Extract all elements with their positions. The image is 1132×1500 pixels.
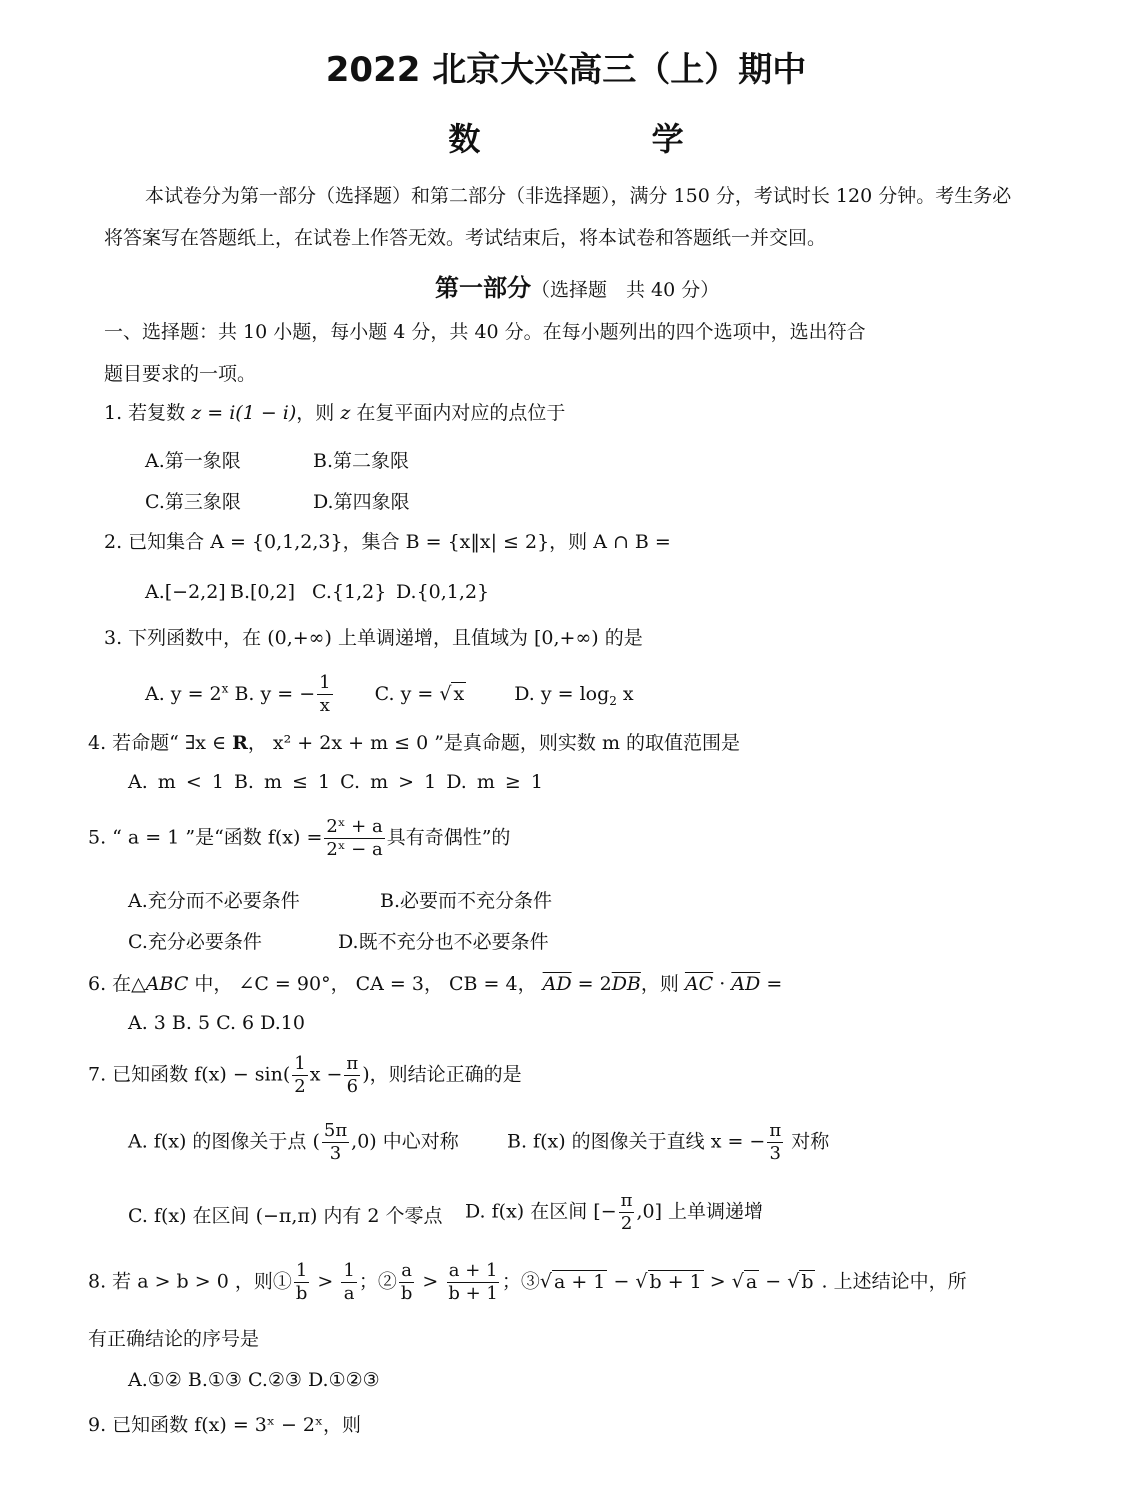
q8-options: A.①② B.①③ C.②③ D.①②③: [128, 1369, 380, 1391]
q3-option-d: D. $y = \log_2 x$: [514, 682, 634, 708]
question-1-stem: [104, 401, 565, 425]
q1-text-e: 在复平面内对应的点位于: [350, 402, 566, 424]
question-4-stem: 4. 若命题“ ∃x ∈ R， x² + 2x + m ≤ 0 ”是真命题，则实数 m 的取值范围是: [88, 732, 741, 754]
q1-var-z: z: [340, 402, 351, 424]
q2-option-a: A.[−2,2]: [145, 581, 226, 603]
question-3-stem: 3. 下列函数中，在 (0,+∞) 上单调递增，且值域为 [0,+∞) 的是: [104, 627, 643, 649]
question-6-stem: 6. 在△ABC 中， ∠C = 90°， CA = 3， CB = 4， $\overline{AD} = 2\overline{DB}$，则 $\overline{AC} \cdot \overline{AD}$ =: [88, 973, 783, 995]
q5-option-d: D.既不充分也不必要条件: [338, 931, 549, 953]
q3-option-a: A. $y = 2^x$: [145, 681, 229, 705]
part1-instruction-2: 题目要求的一项。: [104, 363, 257, 385]
q2-option-d: D.{0,1,2}: [396, 581, 490, 603]
part1-heading: 第一部分: [435, 274, 531, 302]
part1-heading-row: [435, 268, 719, 303]
part1-subheading: （选择题 共 40 分）: [531, 279, 720, 301]
q1-expr: z = i(1 − i): [191, 402, 297, 424]
q7-option-a: A. f(x) 的图像关于点 ( $\frac{5\pi}{3}$ ,0) 中心对称: [128, 1120, 459, 1164]
q7-option-b: B. f(x) 的图像关于直线 x = − $\frac{\pi}{3}$ 对称: [507, 1120, 830, 1164]
q1-option-c: C.第三象限: [145, 491, 241, 513]
question-2-stem: 2. 已知集合 A = {0,1,2,3}，集合 B = {x‖x| ≤ 2}，则 A ∩ B =: [104, 531, 671, 553]
q5-option-a: A.充分而不必要条件: [128, 890, 300, 912]
q3-option-b: B. y = − $\frac{1}{x}$: [228, 672, 331, 716]
part1-instruction-1: 一、选择题：共 10 小题，每小题 4 分，共 40 分。在每小题列出的四个选项中，选出符合: [104, 321, 866, 343]
intro-line-1: 本试卷分为第一部分（选择题）和第二部分（非选择题），满分 150 分，考试时长 120 分钟。考生务必: [145, 185, 1012, 207]
q1-option-b: B.第二象限: [313, 450, 410, 472]
question-7-stem: 7. 已知函数 f(x) − sin( $\frac{1}{2}$ x − $\frac{\pi}{6}$ )，则结论正确的是: [88, 1053, 522, 1097]
q1-text-a: 1. 若复数: [104, 402, 192, 424]
q3-option-c: C. y = √ x: [374, 682, 465, 705]
q2-option-b: B.[0,2]: [230, 581, 296, 603]
intro-line-2: 将答案写在答题纸上，在试卷上作答无效。考试结束后，将本试卷和答题纸一并交回。: [104, 227, 827, 249]
q7-option-c: C. f(x) 在区间 (−π,π) 内有 2 个零点: [128, 1205, 443, 1227]
q4-options: A. m < 1 B. m ≤ 1 C. m > 1 D. m ≥ 1: [128, 771, 543, 793]
q7-option-d: D. f(x) 在区间 [− $\frac{\pi}{2}$ ,0] 上单调递增: [465, 1190, 764, 1234]
q1-text-c: ，则: [296, 402, 341, 424]
q6-options: A. 3 B. 5 C. 6 D.10: [128, 1012, 305, 1034]
subject-title: 数 学: [448, 120, 764, 158]
q1-option-a: A.第一象限: [145, 450, 241, 472]
q5-option-b: B.必要而不充分条件: [380, 890, 553, 912]
q5-option-c: C.充分必要条件: [128, 931, 262, 953]
question-9-stem: 9. 已知函数 f(x) = 3ˣ − 2ˣ，则: [88, 1414, 362, 1436]
question-5-stem: 5. “ a = 1 ”是“函数 f(x) = $\frac{\text{2ˣ + a}}{\text{2ˣ − a}}$ 具有奇偶性”的: [88, 816, 511, 860]
question-8-stem: 8. 若 a > b > 0 ，则① $\frac{1}{b}$ > $\frac{1}{a}$ ；② $\frac{a}{b}$ > $\frac{a + 1}{b + 1}$ ；③√ a + 1 − √ b + 1 > √ a − √ b . 上述结论中，所: [88, 1260, 967, 1304]
q8-stem-line-2: 有正确结论的序号是: [88, 1328, 260, 1350]
page-title: 2022 北京大兴高三（上）期中: [325, 50, 807, 90]
q3-options: [145, 672, 634, 717]
q1-option-d: D.第四象限: [313, 491, 410, 513]
q2-option-c: C.{1,2}: [312, 581, 387, 603]
